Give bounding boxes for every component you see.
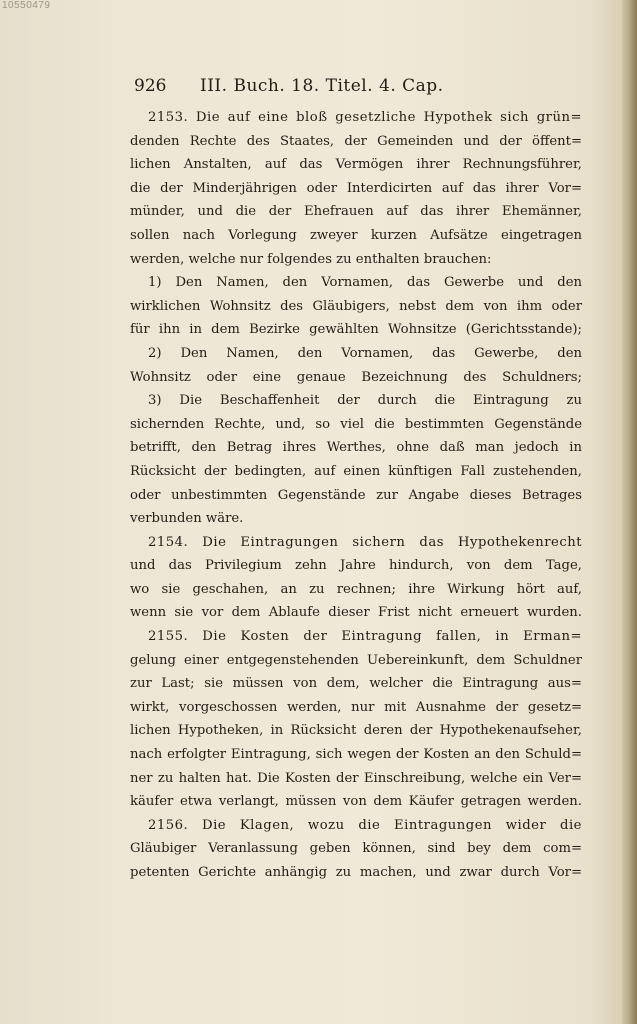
text-line: werden, welche nur folgendes zu enthalten brauchen: (130, 251, 492, 267)
text-line: Rücksicht der bedingten, auf einen künftigen Fall zustehenden, (130, 463, 582, 479)
text-line: für ihn in dem Bezirke gewählten Wohnsitze (Gerichtsstande); (130, 322, 582, 338)
running-head: III. Buch. 18. Titel. 4. Cap. (200, 76, 444, 96)
text-line: gelung einer entgegenstehenden Uebereinkunft, dem Schuldner (130, 652, 582, 668)
text-line: wirklichen Wohnsitz des Gläubigers, nebst dem von ihm oder (130, 298, 582, 314)
page-number: 926 (134, 76, 167, 96)
text-line: Gläubiger Veranlassung geben können, sind bey dem com= (130, 841, 582, 857)
text-line: lichen Hypotheken, in Rücksicht deren der Hypothekenaufseher, (130, 723, 582, 739)
page-edge-shadow (622, 0, 637, 1024)
text-line: wo sie geschahen, an zu rechnen; ihre Wirkung hört auf, (130, 581, 582, 597)
list-item-1: 1) Den Namen, den Vornamen, das Gewerbe und den (148, 275, 582, 291)
text-line: Wohnsitz oder eine genaue Bezeichnung des Schuldners; (130, 369, 582, 385)
text-line: ner zu halten hat. Die Kosten der Einschreibung, welche ein Ver= (130, 770, 582, 786)
list-item-2: 2) Den Namen, den Vornamen, das Gewerbe, den (148, 345, 582, 361)
text-line: wenn sie vor dem Ablaufe dieser Frist nicht erneuert wurden. (130, 605, 582, 621)
text-line: verbunden wäre. (130, 511, 244, 527)
text-line: zur Last; sie müssen von dem, welcher die Eintragung aus= (130, 676, 582, 692)
text-line: nach erfolgter Eintragung, sich wegen der Kosten an den Schuld= (130, 747, 582, 763)
text-line: und das Privilegium zehn Jahre hindurch, von dem Tage, (130, 558, 582, 574)
page-body (130, 106, 582, 885)
text-line: wirkt, vorgeschossen werden, nur mit Ausnahme der gesetz= (130, 699, 582, 715)
list-item-3: 3) Die Beschaffenheit der durch die Eintragung zu (148, 393, 582, 409)
text-line: petenten Gerichte anhängig zu machen, und zwar durch Vor= (130, 865, 582, 880)
scan-id-label: 10550479 (2, 0, 51, 11)
text-line-art-2154: 2154. Die Eintragungen sichern das Hypothekenrecht (148, 534, 582, 550)
text-line: oder unbestimmten Gegenstände zur Angabe dieses Betrages (130, 487, 582, 503)
text-line: lichen Anstalten, auf das Vermögen ihrer Rechnungsführer, (130, 157, 582, 173)
text-line: sichernden Rechte, und, so viel die bestimmten Gegenstände (130, 416, 582, 432)
text-line-art-2155: 2155. Die Kosten der Eintragung fallen, in Erman= (148, 629, 582, 645)
text-line: die der Minderjährigen oder Interdicirten auf das ihrer Vor= (130, 180, 582, 196)
text-line-art-2156: 2156. Die Klagen, wozu die Eintragungen wider die (148, 817, 582, 833)
text-line: sollen nach Vorlegung zweyer kurzen Aufsätze eingetragen (130, 227, 582, 243)
text-line: münder, und die der Ehefrauen auf das ihrer Ehemänner, (130, 204, 582, 220)
text-line-art-2153: 2153. Die auf eine bloß gesetzliche Hypothek sich grün= (148, 110, 582, 125)
page-header (134, 76, 574, 102)
text-line: betrifft, den Betrag ihres Werthes, ohne daß man jedoch in (130, 440, 582, 456)
text-line: denden Rechte des Staates, der Gemeinden und der öffent= (130, 133, 582, 149)
text-line: käufer etwa verlangt, müssen von dem Käufer getragen werden. (130, 794, 582, 810)
